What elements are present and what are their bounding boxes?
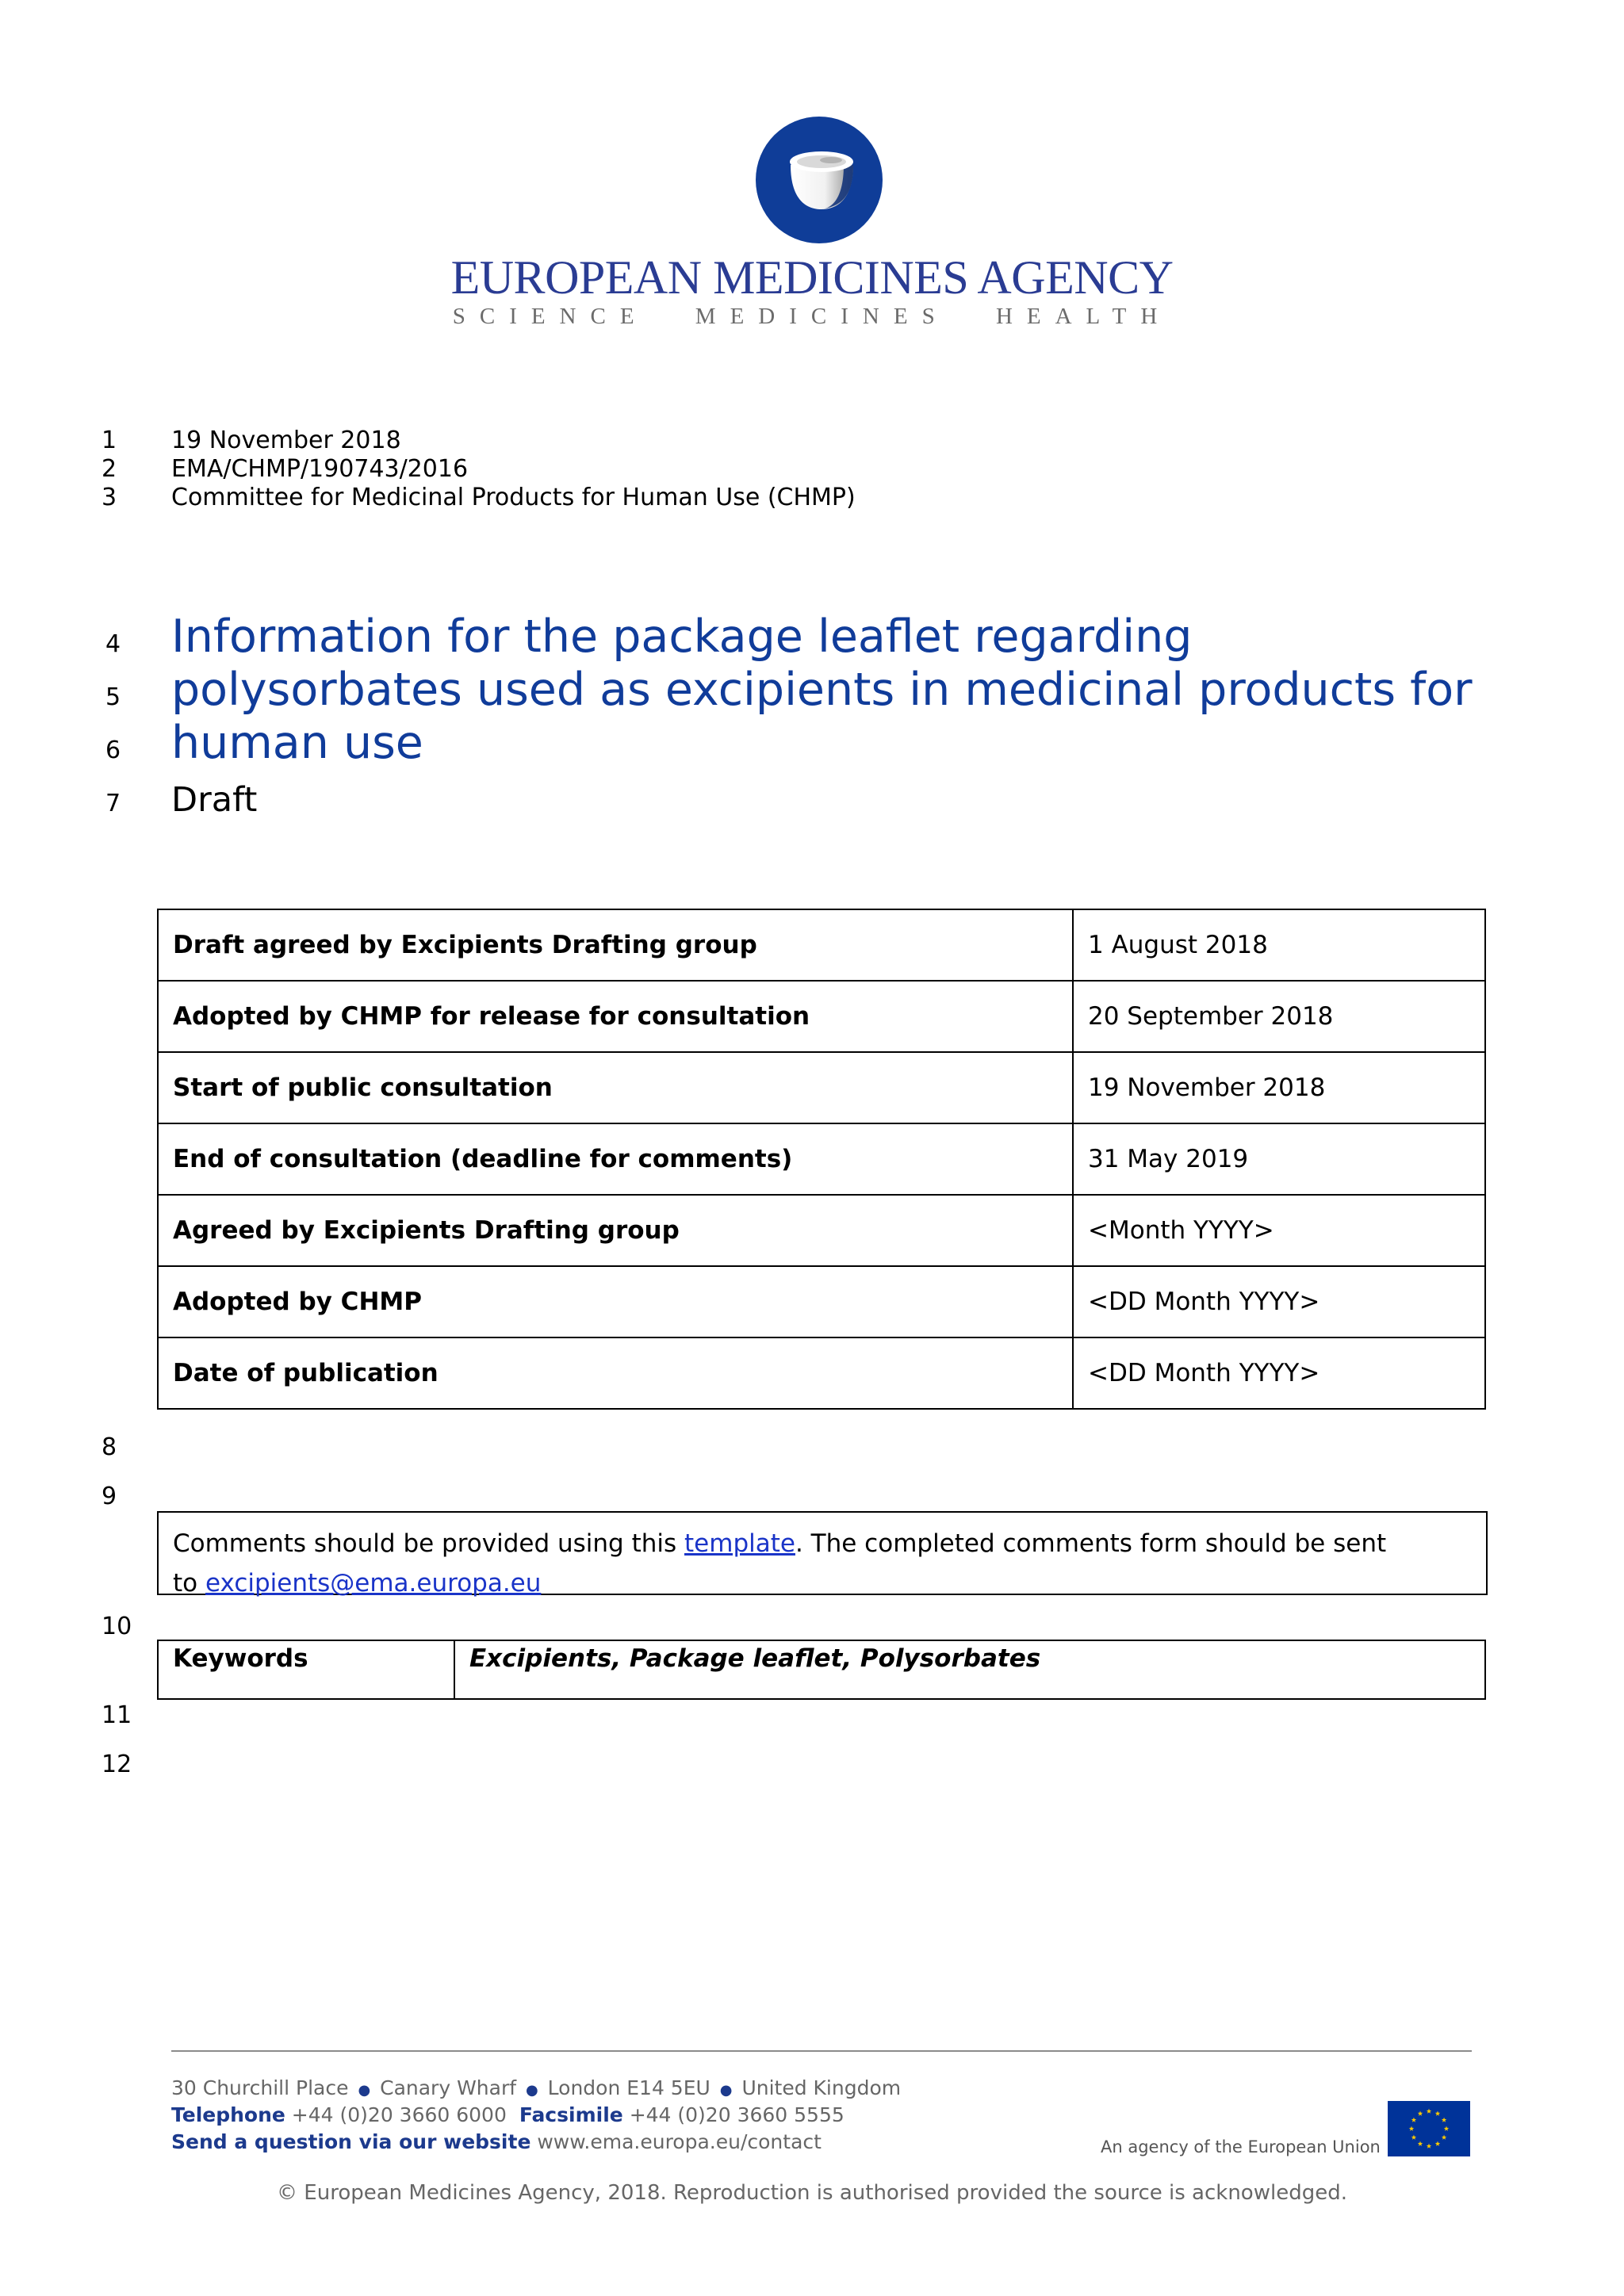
fax-label: Facsimile: [519, 2103, 623, 2126]
bullet-icon: ●: [719, 2082, 733, 2099]
milestones-table: [157, 909, 1486, 1410]
line-number: 3: [102, 484, 117, 511]
milestone-date: <DD Month YYYY>: [1073, 1266, 1485, 1337]
comments-text: Comments should be provided using this: [173, 1529, 685, 1558]
line-number: 6: [105, 737, 121, 764]
line-number: 5: [105, 683, 121, 711]
document-status: Draft: [171, 780, 258, 820]
keywords-value: Excipients, Package leaflet, Polysorbates: [454, 1640, 1485, 1699]
milestone-label: Agreed by Excipients Drafting group: [158, 1195, 1073, 1266]
milestone-label: Date of publication: [158, 1337, 1073, 1409]
comments-text: to: [173, 1569, 205, 1598]
copyright-notice: © European Medicines Agency, 2018. Reproduction is authorised provided the source is acknowledged.: [277, 2181, 1347, 2205]
line-number: 1: [102, 427, 117, 454]
table-row: [158, 909, 1485, 981]
document-title-line-2: polysorbates used as excipients in medicinal products for: [171, 664, 1473, 716]
line-number: 10: [102, 1613, 132, 1640]
milestone-label: Adopted by CHMP: [158, 1266, 1073, 1337]
document-title-line-1: Information for the package leaflet regarding: [171, 610, 1193, 663]
line-number: 2: [102, 455, 117, 483]
eu-agency-note: An agency of the European Union: [1101, 2137, 1381, 2156]
line-number: 7: [105, 790, 121, 817]
document-title-line-3: human use: [171, 717, 423, 769]
table-row: [158, 1195, 1485, 1266]
table-row: [158, 1266, 1485, 1337]
line-number: 4: [105, 630, 121, 658]
line-number: 11: [102, 1701, 132, 1729]
milestone-label: End of consultation (deadline for comments): [158, 1123, 1073, 1195]
milestone-date: <Month YYYY>: [1073, 1195, 1485, 1266]
milestone-date: 1 August 2018: [1073, 909, 1485, 981]
table-row: [158, 1123, 1485, 1195]
email-link[interactable]: excipients@ema.europa.eu: [205, 1569, 542, 1598]
milestone-label: Draft agreed by Excipients Drafting group: [158, 909, 1073, 981]
line-number: 9: [102, 1483, 117, 1510]
footer-phone-line: [171, 2103, 845, 2128]
milestone-date: 19 November 2018: [1073, 1052, 1485, 1123]
footer-address: [171, 2076, 901, 2103]
fax-number: +44 (0)20 3660 5555: [629, 2103, 845, 2126]
table-row: [158, 981, 1485, 1052]
agency-tagline: SCIENCE MEDICINES HEALTH: [452, 304, 1172, 329]
address-part: London E14 5EU: [547, 2076, 710, 2099]
table-row: [158, 1640, 1485, 1699]
bullet-icon: ●: [358, 2082, 371, 2099]
address-part: United Kingdom: [741, 2076, 902, 2099]
footer-contact-line: [171, 2130, 822, 2155]
keywords-label: Keywords: [158, 1640, 454, 1699]
line-number: 8: [102, 1433, 117, 1461]
address-part: 30 Churchill Place: [171, 2076, 349, 2099]
comments-text: . The completed comments form should be sent: [795, 1529, 1387, 1558]
eu-flag-icon: [1388, 2101, 1470, 2156]
bullet-icon: ●: [526, 2082, 538, 2099]
telephone-number: +44 (0)20 3660 6000: [291, 2103, 507, 2126]
table-row: [158, 1052, 1485, 1123]
line-number: 12: [102, 1751, 132, 1778]
question-label: Send a question via our website: [171, 2130, 531, 2153]
keywords-table: [157, 1640, 1486, 1700]
contact-website[interactable]: www.ema.europa.eu/contact: [537, 2130, 822, 2153]
milestone-date: <DD Month YYYY>: [1073, 1337, 1485, 1409]
document-date: 19 November 2018: [171, 427, 401, 454]
milestone-date: 31 May 2019: [1073, 1123, 1485, 1195]
template-link[interactable]: template: [684, 1529, 795, 1558]
ema-bowl-emblem-icon: [755, 116, 883, 244]
document-reference: EMA/CHMP/190743/2016: [171, 455, 469, 483]
milestone-label: Start of public consultation: [158, 1052, 1073, 1123]
telephone-label: Telephone: [171, 2103, 285, 2126]
footer-divider: [171, 2050, 1472, 2052]
agency-name-wordmark: EUROPEAN MEDICINES AGENCY: [450, 251, 1174, 304]
address-part: Canary Wharf: [380, 2076, 517, 2099]
comments-instructions-box: [157, 1511, 1488, 1598]
committee-name: Committee for Medicinal Products for Human Use (CHMP): [171, 484, 856, 511]
milestone-date: 20 September 2018: [1073, 981, 1485, 1052]
table-row: [158, 1337, 1485, 1409]
milestone-label: Adopted by CHMP for release for consultation: [158, 981, 1073, 1052]
